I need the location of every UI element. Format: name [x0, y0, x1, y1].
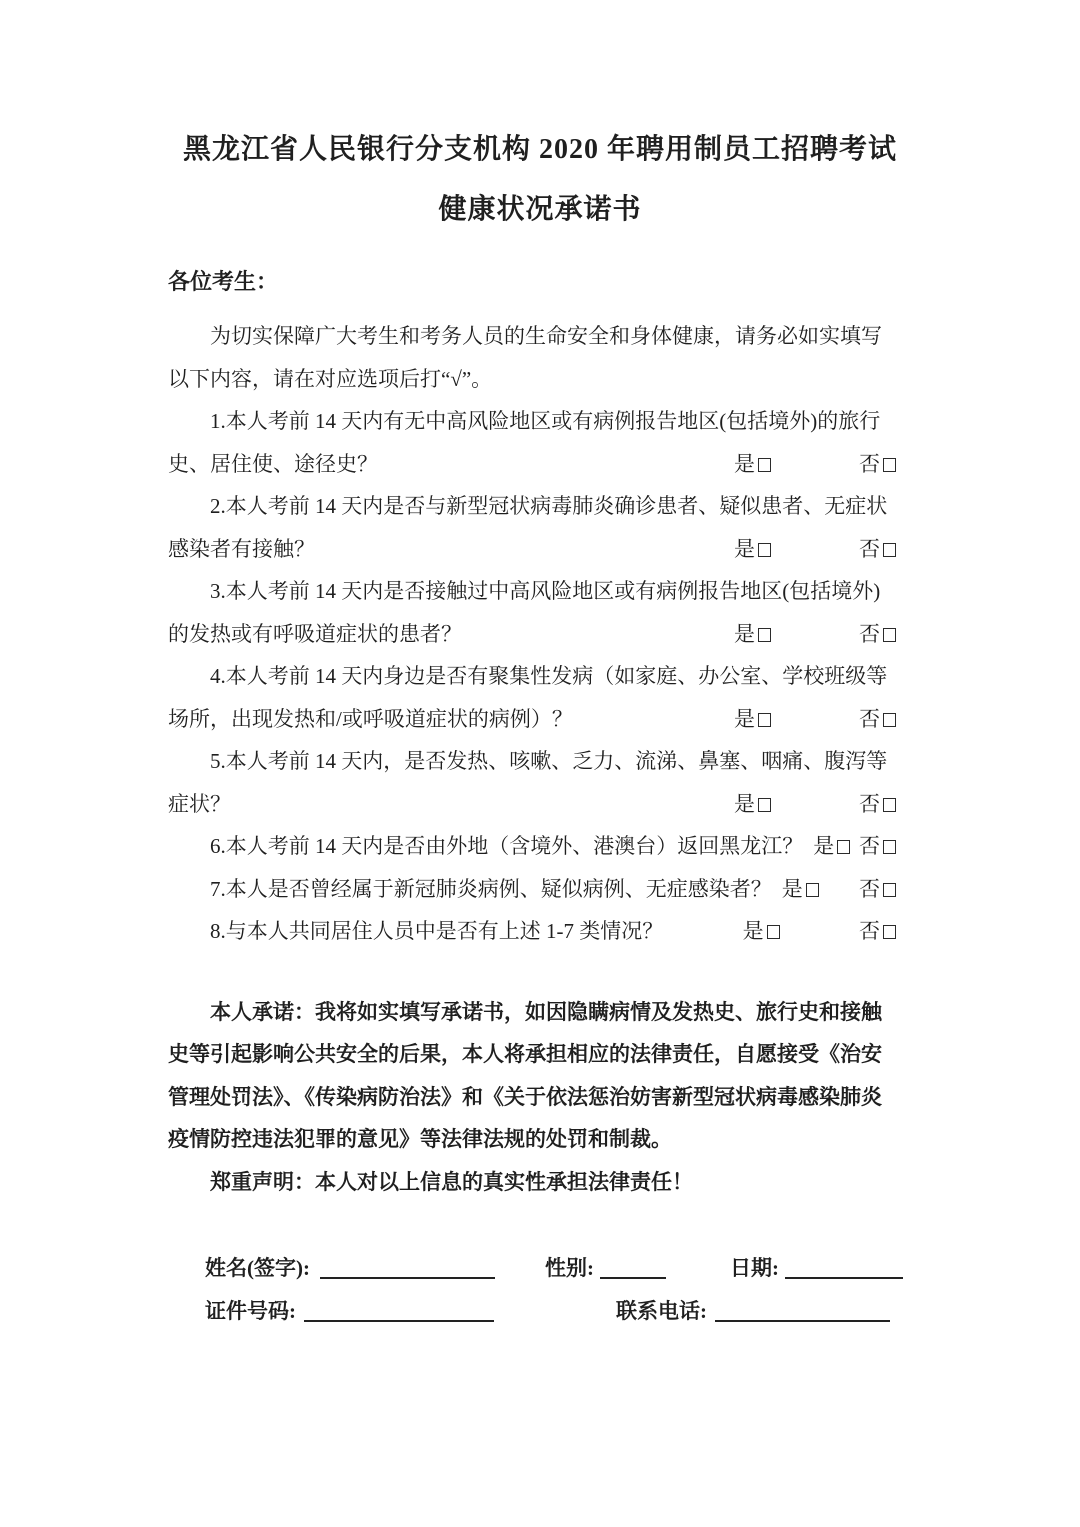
yes-label: 是	[734, 706, 755, 731]
document-title-line2: 健康状况承诺书	[438, 193, 642, 225]
intro-paragraph	[168, 315, 912, 400]
yes-label: 是	[813, 834, 835, 859]
commitment-line-3: 管理处罚法》、《传染病防治法》和《关于依法惩治妨害新型冠状病毒感染肺炎	[168, 1084, 882, 1109]
gender-label: 性别:	[544, 1256, 594, 1281]
question-8-no-option	[859, 910, 896, 953]
question-7-no-checkbox[interactable]	[883, 883, 896, 897]
question-6-text: 6.本人考前 14 天内是否由外地（含境外、港澳台）返回黑龙江？	[210, 834, 804, 859]
question-5-options-row	[168, 783, 912, 826]
yes-label: 是	[734, 451, 755, 476]
question-3-text-tail: 的发热或有呼吸道症状的患者？	[168, 621, 462, 646]
question-1-no-checkbox[interactable]	[883, 458, 896, 472]
signature-row-2	[205, 1290, 912, 1333]
question-4-yes-checkbox[interactable]	[758, 713, 771, 727]
commitment-line-1: 本人承诺：我将如实填写承诺书，如因隐瞒病情及发热史、旅行史和接触	[210, 999, 882, 1024]
commitment-paragraph	[168, 991, 912, 1161]
question-8	[168, 910, 912, 953]
yes-label: 是	[734, 621, 755, 646]
question-4-text: 4.本人考前 14 天内身边是否有聚集性发病（如家庭、办公室、学校班级等	[210, 664, 888, 689]
yes-label: 是	[781, 876, 803, 901]
question-1-yes-checkbox[interactable]	[758, 458, 771, 472]
question-8-text: 8.与本人共同居住人员中是否有上述 1-7 类情况？	[210, 919, 664, 944]
question-7-no-option	[859, 868, 896, 911]
no-label: 否	[859, 536, 880, 561]
question-5-no-option	[859, 783, 896, 826]
question-5-yes-option	[734, 783, 771, 826]
question-3-options-row	[168, 613, 912, 656]
question-5-yes-checkbox[interactable]	[758, 798, 771, 812]
document-content	[168, 0, 912, 1333]
question-3-text: 3.本人考前 14 天内是否接触过中高风险地区或有病例报告地区(包括境外)	[210, 579, 881, 604]
question-4-no-option	[859, 698, 896, 741]
phone-blank-field[interactable]	[715, 1320, 890, 1322]
no-label: 否	[859, 791, 880, 816]
question-5	[168, 740, 912, 825]
question-2-no-option	[859, 528, 896, 571]
salutation: 各位考生：	[168, 269, 279, 295]
yes-label: 是	[734, 791, 755, 816]
no-label: 否	[859, 919, 880, 944]
question-4-text-tail: 场所，出现发热和/或呼吸道症状的病例）？	[168, 706, 573, 731]
question-3	[168, 570, 912, 655]
question-1-options-row	[168, 443, 912, 486]
no-label: 否	[859, 621, 880, 646]
question-6	[168, 825, 912, 868]
no-label: 否	[859, 706, 880, 731]
question-1-no-option	[859, 443, 896, 486]
intro-line-1: 为切实保障广大考生和考务人员的生命安全和身体健康，请务必如实填写	[210, 324, 882, 349]
question-2-yes-option	[734, 528, 771, 571]
question-3-yes-option	[734, 613, 771, 656]
no-label: 否	[859, 834, 880, 859]
date-blank-field[interactable]	[785, 1277, 903, 1279]
name-blank-field[interactable]	[320, 1277, 495, 1279]
question-4-options-row	[168, 698, 912, 741]
question-8-yes-checkbox[interactable]	[767, 925, 780, 939]
question-3-yes-checkbox[interactable]	[758, 628, 771, 642]
question-7	[168, 868, 912, 911]
question-1-text-tail: 史、居住使、途径史？	[168, 451, 378, 476]
name-label: 姓名(签字):	[205, 1256, 310, 1281]
question-3-no-option	[859, 613, 896, 656]
question-6-no-checkbox[interactable]	[883, 840, 896, 854]
question-7-yes-checkbox[interactable]	[806, 883, 819, 897]
signature-block	[168, 1247, 912, 1333]
signature-row-1	[205, 1247, 912, 1290]
question-2-text-tail: 感染者有接触？	[168, 536, 315, 561]
question-5-text: 5.本人考前 14 天内，是否发热、咳嗽、乏力、流涕、鼻塞、咽痛、腹泻等	[210, 749, 888, 774]
date-label: 日期:	[729, 1256, 779, 1281]
id-number-label: 证件号码:	[205, 1299, 296, 1324]
question-1-text: 1.本人考前 14 天内有无中高风险地区或有病例报告地区(包括境外)的旅行	[210, 409, 881, 434]
no-label: 否	[859, 451, 880, 476]
id-number-blank-field[interactable]	[304, 1320, 494, 1322]
question-5-text-tail: 症状？	[168, 791, 231, 816]
question-2-yes-checkbox[interactable]	[758, 543, 771, 557]
question-6-yes-option	[813, 825, 850, 868]
question-8-no-checkbox[interactable]	[883, 925, 896, 939]
phone-label: 联系电话:	[616, 1299, 707, 1324]
document-title-line1: 黑龙江省人民银行分支机构 2020 年聘用制员工招聘考试	[182, 134, 897, 165]
question-2	[168, 485, 912, 570]
question-8-yes-option	[743, 910, 780, 953]
question-4-no-checkbox[interactable]	[883, 713, 896, 727]
question-6-no-option	[859, 825, 896, 868]
intro-line-2: 以下内容，请在对应选项后打“√”。	[168, 366, 493, 391]
question-2-text: 2.本人考前 14 天内是否与新型冠状病毒肺炎确诊患者、疑似患者、无症状	[210, 494, 888, 519]
declaration: 郑重声明：本人对以上信息的真实性承担法律责任！	[210, 1169, 693, 1194]
question-6-yes-checkbox[interactable]	[837, 840, 850, 854]
question-5-no-checkbox[interactable]	[883, 798, 896, 812]
gender-blank-field[interactable]	[600, 1277, 666, 1279]
question-3-no-checkbox[interactable]	[883, 628, 896, 642]
question-4-yes-option	[734, 698, 771, 741]
no-label: 否	[859, 876, 880, 901]
question-4	[168, 655, 912, 740]
commitment-line-4: 疫情防控违法犯罪的意见》等法律法规的处罚和制裁。	[168, 1127, 672, 1152]
yes-label: 是	[742, 919, 764, 944]
question-2-options-row	[168, 528, 912, 571]
question-7-yes-option	[782, 868, 819, 911]
question-2-no-checkbox[interactable]	[883, 543, 896, 557]
question-7-text: 7.本人是否曾经属于新冠肺炎病例、疑似病例、无症感染者？	[210, 876, 772, 901]
question-1	[168, 400, 912, 485]
yes-label: 是	[734, 536, 755, 561]
question-1-yes-option	[734, 443, 771, 486]
commitment-line-2: 史等引起影响公共安全的后果，本人将承担相应的法律责任，自愿接受《治安	[168, 1042, 882, 1067]
